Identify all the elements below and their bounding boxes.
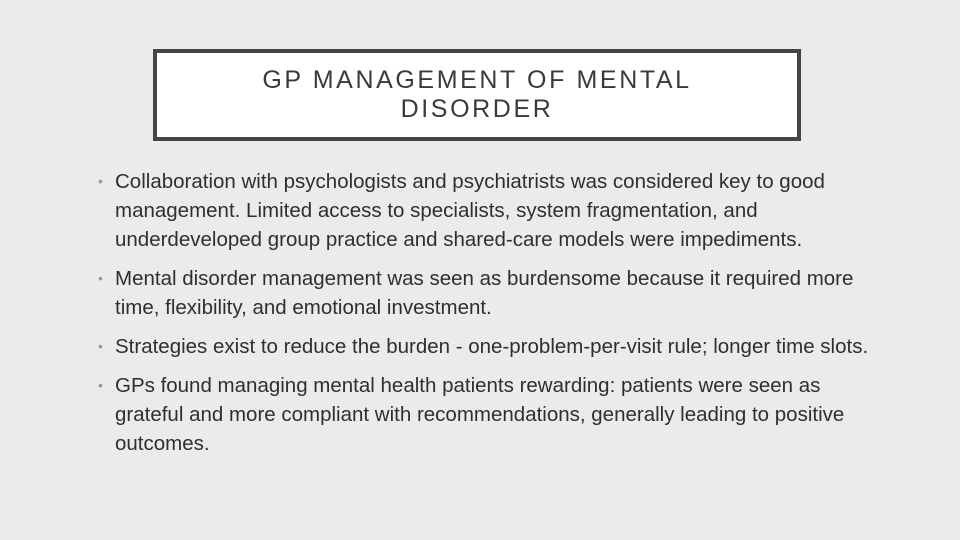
bullet-marker-icon: •	[98, 270, 103, 286]
bullet-item	[98, 264, 875, 322]
bullet-text: Strategies exist to reduce the burden - one-problem-per-visit rule; longer time slots.	[115, 335, 869, 358]
bullet-list	[98, 167, 875, 468]
bullet-marker-icon: •	[98, 377, 103, 393]
title-box	[153, 49, 801, 141]
bullet-text: Collaboration with psychologists and psychiatrists was considered key to good management. Limited access to specialists, system fragmentation, and underdeveloped group practice and shared-care models were impediments.	[115, 170, 825, 251]
bullet-item	[98, 371, 875, 458]
bullet-item	[98, 167, 875, 254]
bullet-text: Mental disorder management was seen as burdensome because it required more time, flexibility, and emotional investment.	[115, 267, 854, 319]
bullet-text: GPs found managing mental health patients rewarding: patients were seen as grateful and more compliant with recommendations, generally leading to positive outcomes.	[115, 374, 845, 455]
bullet-item	[98, 332, 875, 361]
bullet-marker-icon: •	[98, 173, 103, 189]
bullet-marker-icon: •	[98, 338, 103, 354]
slide-title: GP MANAGEMENT OF MENTAL DISORDER	[262, 66, 692, 123]
